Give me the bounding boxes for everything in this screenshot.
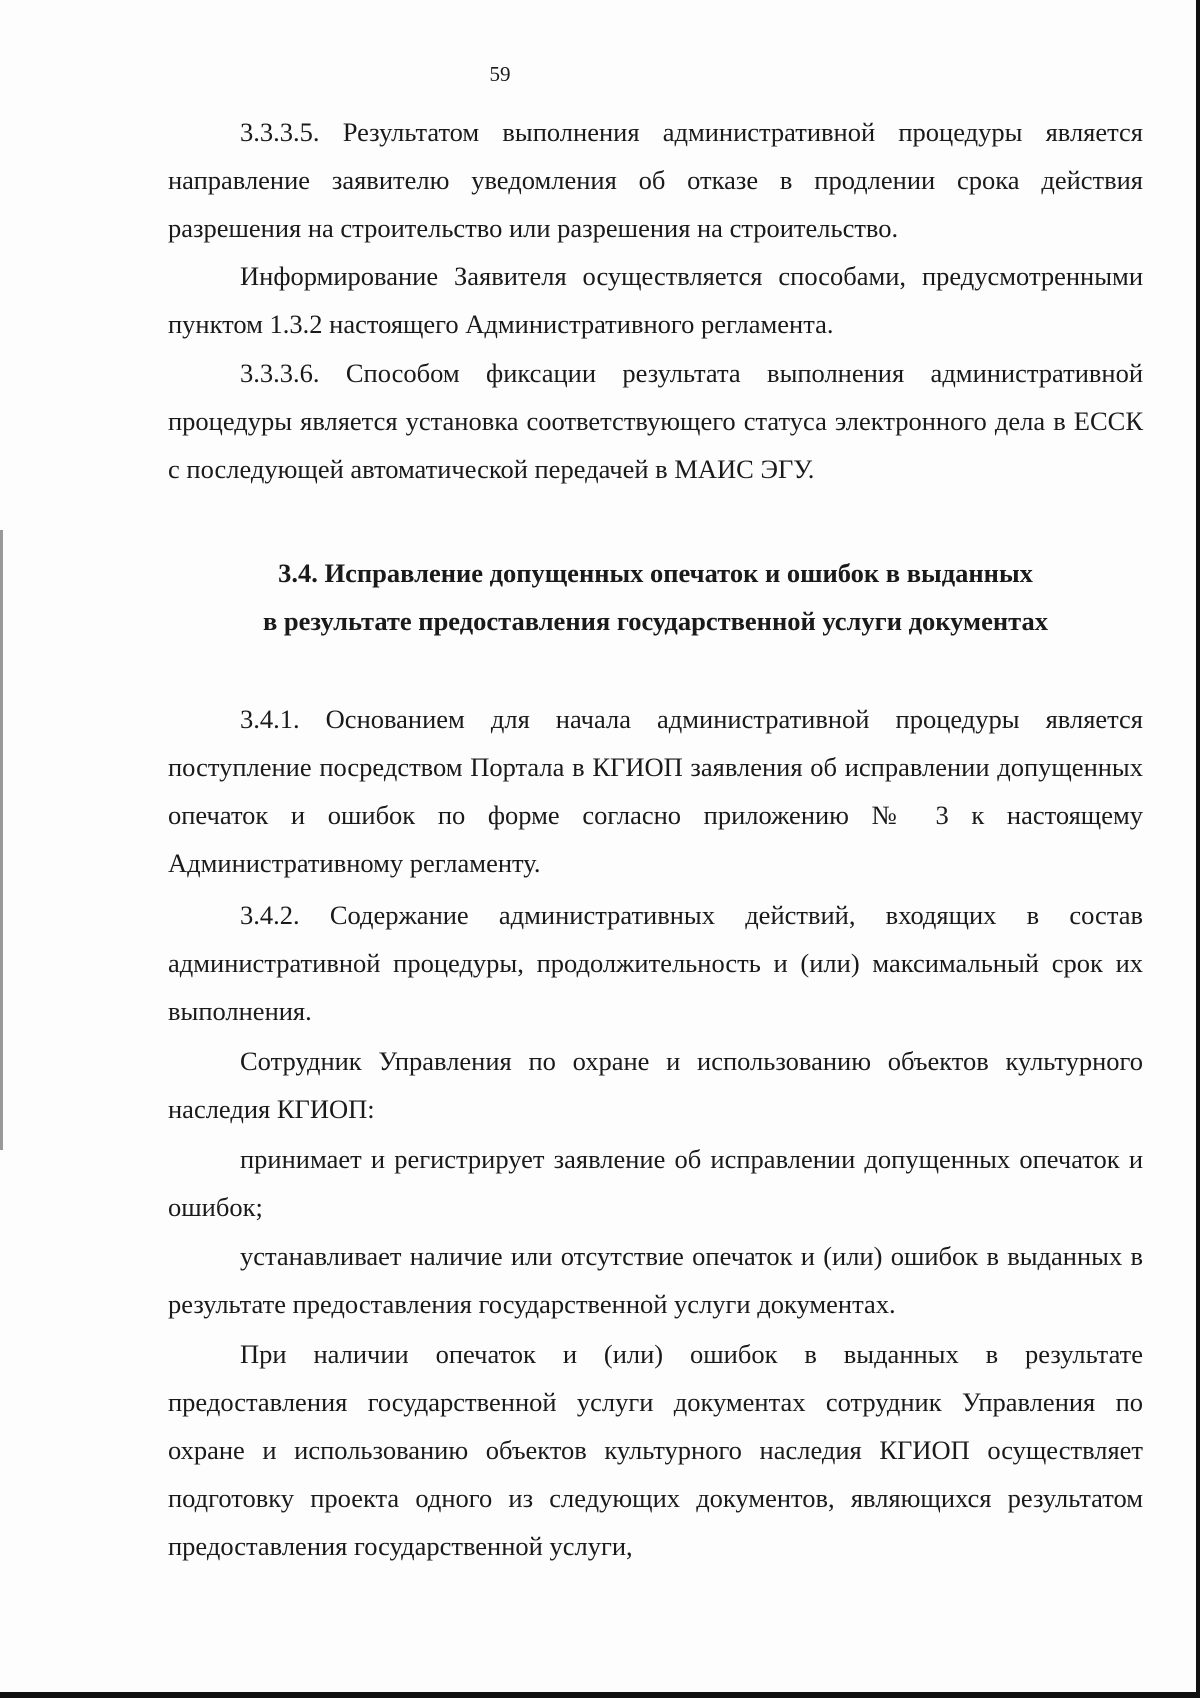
- paragraph-employee: Сотрудник Управления по охране и использованию объектов культурного наследия КГИОП:: [168, 1046, 1143, 1124]
- paragraph-if-errors: При наличии опечаток и (или) ошибок в выданных в результате предоставления государственной услуги документах сотрудник Управления по охране и использованию объектов культурного наследия КГИОП осуществляет подготовку проекта одного из следующих документов, являющихся результатом предоставления государственной услуги,: [168, 1339, 1143, 1561]
- section-heading-line-1: 3.4. Исправление допущенных опечаток и ошибок в выданных: [278, 558, 1033, 588]
- paragraph-3-4-1: 3.4.1. Основанием для начала административной процедуры является поступление посредством Портала в КГИОП заявления об исправлении допущенных опечаток и ошибок по форме согласно приложению № 3 к настоящему Административному регламенту.: [168, 704, 1143, 878]
- paragraph-establishes: устанавливает наличие или отсутствие опечаток и (или) ошибок в выданных в результате предоставления государственной услуги документах.: [168, 1241, 1143, 1319]
- scan-edge-bottom: [0, 1692, 1200, 1698]
- scan-edge-left: [0, 530, 3, 1150]
- paragraph-informing: Информирование Заявителя осуществляется способами, предусмотренными пунктом 1.3.2 настоящего Административного регламента.: [168, 261, 1143, 339]
- scan-edge-right: [1196, 0, 1200, 1698]
- paragraph-accepts-registers: принимает и регистрирует заявление об исправлении допущенных опечаток и ошибок;: [168, 1144, 1143, 1222]
- page-number: 59: [489, 62, 511, 86]
- paragraph-3-3-3-6: 3.3.3.6. Способом фиксации результата выполнения административной процедуры является установка соответствующего статуса электронного дела в ЕССК с последующей автоматической передачей в МАИС ЭГУ.: [168, 358, 1143, 484]
- paragraph-3-3-3-5: 3.3.3.5. Результатом выполнения административной процедуры является направление заявителю уведомления об отказе в продлении срока действия разрешения на строительство или разрешения на строительство.: [168, 117, 1143, 243]
- section-heading-line-2: в результате предоставления государственной услуги документах: [263, 606, 1048, 636]
- paragraph-3-4-2: 3.4.2. Содержание административных действий, входящих в состав административной процедуры, продолжительность и (или) максимальный срок их выполнения.: [168, 900, 1143, 1026]
